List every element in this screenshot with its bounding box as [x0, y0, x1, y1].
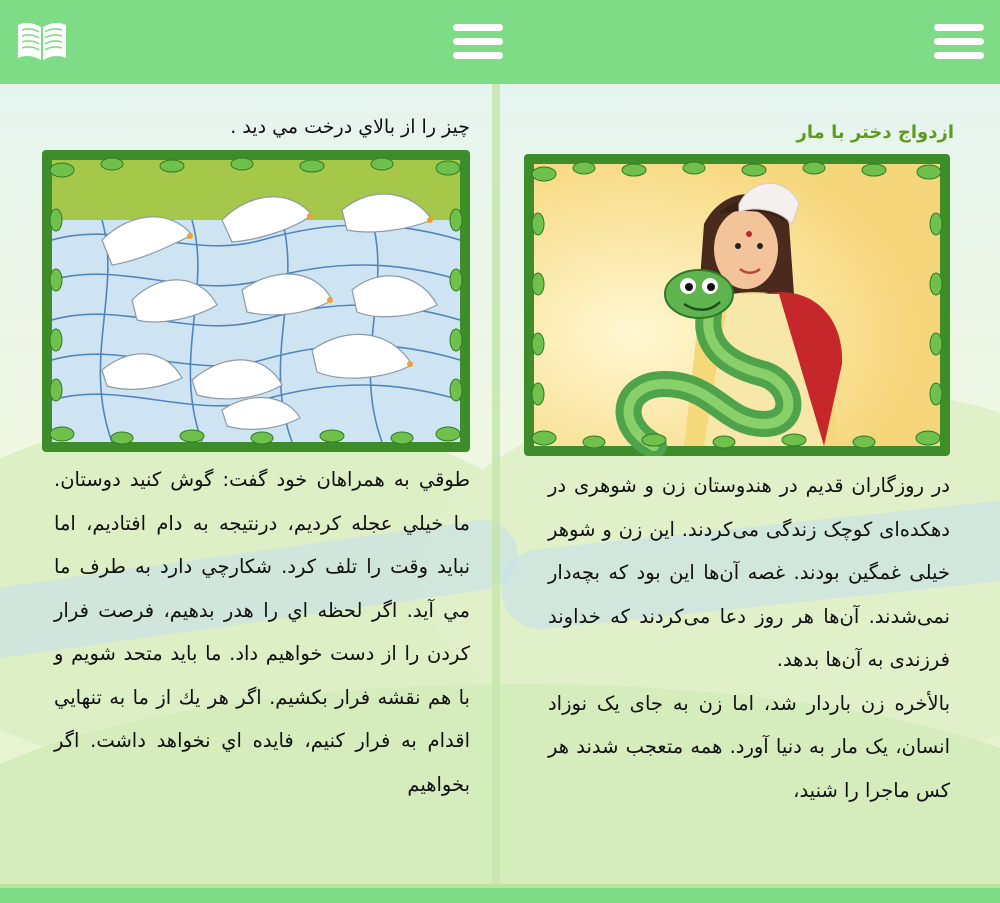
story-paragraph: طوقي به همراهان خود گفت: گوش كنيد دوستان. ما خيلي عجله كرديم، درنتيجه به دام افتاديم، اما نبايد وقت را تلف كرد. شكارچي دارد به طرف ما مي آيد. اگر لحظه اي را هدر بدهيم، فرصت فرار كردن را از دست خواهيم داد. ما بايد متحد شويم و با هم نقشه فرار بكشيم. اگر هر يك از ما به تنهايي اقدام به فرار كنيم، فايده اي نخواهد داشت. اگر بخواهيم — [54, 468, 470, 796]
story-paragraph: بالأخره زن باردار شد، اما زن به جای یک نوزاد انسان، یک مار به دنیا آورد. همه متعجب شدند هر کس ماجرا را شنید، — [548, 691, 950, 802]
bottom-bar — [0, 888, 1000, 903]
story-text-line: چيز را از بالاي درخت مي ديد . — [230, 116, 470, 138]
story-title: ازدواج دختر با مار — [796, 122, 954, 143]
top-app-bar — [0, 0, 1000, 84]
story-paragraph: در روزگاران قدیم در هندوستان زن و شوهری در دهکده‌ای کوچک زندگی می‌کردند. این زن و شوهر خیلی غمگین بودند. غصه آن‌ها این بود که بچه‌دار نمی‌شدند. آن‌ها هر روز دعا می‌کردند که خداوند فرزندی به آن‌ها بدهد. — [548, 474, 950, 671]
story-page-left[interactable] — [0, 84, 492, 884]
story-illustration-snake-girl — [524, 154, 950, 456]
story-text — [548, 464, 950, 812]
open-book-icon[interactable] — [16, 18, 68, 64]
menu-right-icon[interactable] — [934, 22, 984, 62]
story-illustration-doves-net — [42, 150, 470, 452]
page-divider — [492, 84, 500, 884]
menu-left-icon[interactable] — [453, 22, 503, 62]
story-page-right[interactable] — [500, 84, 1000, 884]
